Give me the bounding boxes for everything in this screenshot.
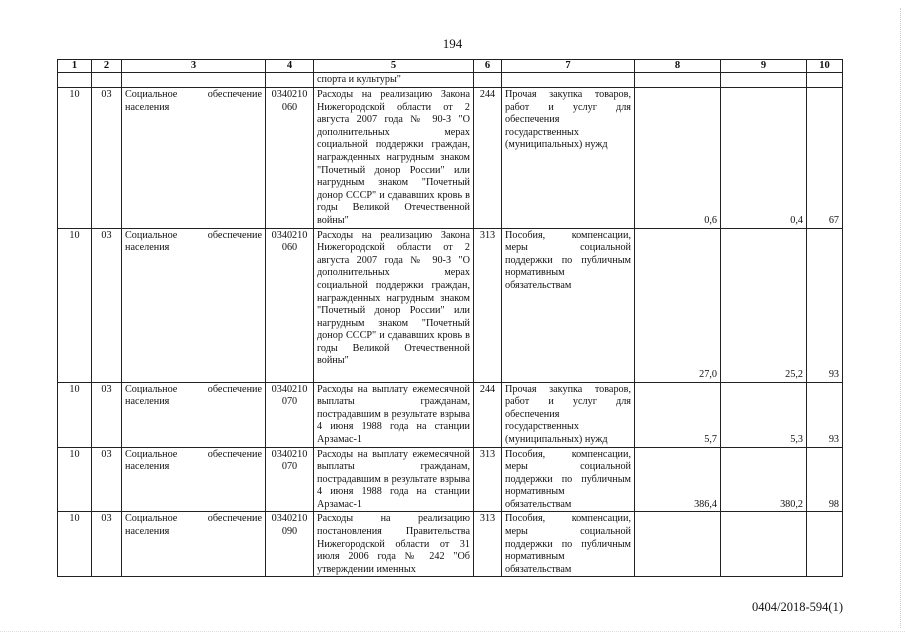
- cell-expense-type-name: Прочая закупка товаров, работ и услуг для обеспечения государственных (муниципальных) нужд: [502, 88, 635, 229]
- table-row: [58, 382, 843, 447]
- cell-section-name: Социальное обеспечение населения: [122, 382, 266, 447]
- cell-value-10: 98: [807, 447, 843, 512]
- cell-expense-type-code: 244: [474, 88, 502, 229]
- cell-value-8: 0,6: [635, 88, 721, 229]
- cell-expense-description: Расходы на реализацию Закона Нижегородской области от 2 августа 2007 года № 90-З "О дополнительных мерах социальной поддержки граждан, награжденных нагрудным знаком "Почетный донор России" или нагрудным знаком "Почетный донор СССР" и сдававших кровь в годы Великой Отечественной войны": [314, 88, 474, 229]
- budget-table: [57, 59, 843, 577]
- cell-section-name: Социальное обеспечение населения: [122, 228, 266, 382]
- cell-value-9: 0,4: [721, 88, 807, 229]
- col-header-9: 9: [721, 60, 807, 73]
- cell-target-code: 0340210 090: [266, 512, 314, 577]
- col-header-8: 8: [635, 60, 721, 73]
- cell-section-name: [122, 73, 266, 88]
- cell-section: [58, 73, 92, 88]
- cell-value-8: [635, 512, 721, 577]
- cell-value-10: 93: [807, 382, 843, 447]
- cell-expense-type-name: [502, 73, 635, 88]
- cell-target-code: 0340210 070: [266, 447, 314, 512]
- cell-expense-type-code: 244: [474, 382, 502, 447]
- cell-value-10: 67: [807, 88, 843, 229]
- cell-subsection: [92, 73, 122, 88]
- table-row: [58, 447, 843, 512]
- cell-expense-type-code: [474, 73, 502, 88]
- cell-target-code: [266, 73, 314, 88]
- cell-target-code: 0340210 070: [266, 382, 314, 447]
- cell-expense-description: спорта и культуры": [314, 73, 474, 88]
- cell-value-8: 386,4: [635, 447, 721, 512]
- cell-value-9: 5,3: [721, 382, 807, 447]
- cell-section-name: Социальное обеспечение населения: [122, 88, 266, 229]
- cell-section: 10: [58, 382, 92, 447]
- cell-value-8: [635, 73, 721, 88]
- cell-expense-type-name: Пособия, компенсации, меры социальной поддержки по публичным нормативным обязательствам: [502, 447, 635, 512]
- scan-bottom-edge: [0, 630, 905, 632]
- col-header-5: 5: [314, 60, 474, 73]
- cell-value-8: 27,0: [635, 228, 721, 382]
- cell-section: 10: [58, 88, 92, 229]
- cell-value-10: 93: [807, 228, 843, 382]
- cell-expense-description: Расходы на выплату ежемесячной выплаты гражданам, пострадавшим в результате взрыва 4 июня 1988 года на станции Арзамас-1: [314, 382, 474, 447]
- cell-value-9: 25,2: [721, 228, 807, 382]
- document-code: 0404/2018-594(1): [752, 600, 843, 614]
- cell-value-8: 5,7: [635, 382, 721, 447]
- cell-expense-type-code: 313: [474, 512, 502, 577]
- col-header-10: 10: [807, 60, 843, 73]
- cell-section: 10: [58, 228, 92, 382]
- cell-expense-type-code: 313: [474, 447, 502, 512]
- cell-expense-type-name: Пособия, компенсации, меры социальной поддержки по публичным нормативным обязательствам: [502, 512, 635, 577]
- cell-subsection: 03: [92, 88, 122, 229]
- cell-expense-type-code: 313: [474, 228, 502, 382]
- cell-section: 10: [58, 512, 92, 577]
- col-header-2: 2: [92, 60, 122, 73]
- cell-expense-type-name: Пособия, компенсации, меры социальной поддержки по публичным нормативным обязательствам: [502, 228, 635, 382]
- cell-subsection: 03: [92, 228, 122, 382]
- col-header-4: 4: [266, 60, 314, 73]
- col-header-3: 3: [122, 60, 266, 73]
- col-header-1: 1: [58, 60, 92, 73]
- table-row: [58, 88, 843, 229]
- cell-section-name: Социальное обеспечение населения: [122, 512, 266, 577]
- table-row-continuation: [58, 73, 843, 88]
- cell-expense-description: Расходы на реализацию постановления Правительства Нижегородской области от 31 июля 2006 года № 242 "Об утверждении именных: [314, 512, 474, 577]
- cell-subsection: 03: [92, 447, 122, 512]
- cell-expense-description: Расходы на реализацию Закона Нижегородской области от 2 августа 2007 года № 90-З "О дополнительных мерах социальной поддержки граждан, награжденных нагрудным знаком "Почетный донор России" или нагрудным знаком "Почетный донор СССР" и сдававших кровь в годы Великой Отечественной войны": [314, 228, 474, 382]
- cell-value-9: [721, 512, 807, 577]
- scan-edge: [899, 8, 901, 628]
- col-header-6: 6: [474, 60, 502, 73]
- cell-expense-description: Расходы на выплату ежемесячной выплаты гражданам, пострадавшим в результате взрыва 4 июня 1988 года на станции Арзамас-1: [314, 447, 474, 512]
- cell-target-code: 0340210 060: [266, 228, 314, 382]
- cell-value-9: [721, 73, 807, 88]
- cell-section: 10: [58, 447, 92, 512]
- table-row: [58, 512, 843, 577]
- cell-expense-type-name: Прочая закупка товаров, работ и услуг для обеспечения государственных (муниципальных) нужд: [502, 382, 635, 447]
- table-row: [58, 228, 843, 382]
- cell-value-10: [807, 73, 843, 88]
- cell-value-9: 380,2: [721, 447, 807, 512]
- cell-value-10: [807, 512, 843, 577]
- table-header-row: [58, 60, 843, 73]
- col-header-7: 7: [502, 60, 635, 73]
- cell-target-code: 0340210 060: [266, 88, 314, 229]
- cell-subsection: 03: [92, 512, 122, 577]
- page-number: 194: [442, 36, 463, 51]
- cell-subsection: 03: [92, 382, 122, 447]
- cell-section-name: Социальное обеспечение населения: [122, 447, 266, 512]
